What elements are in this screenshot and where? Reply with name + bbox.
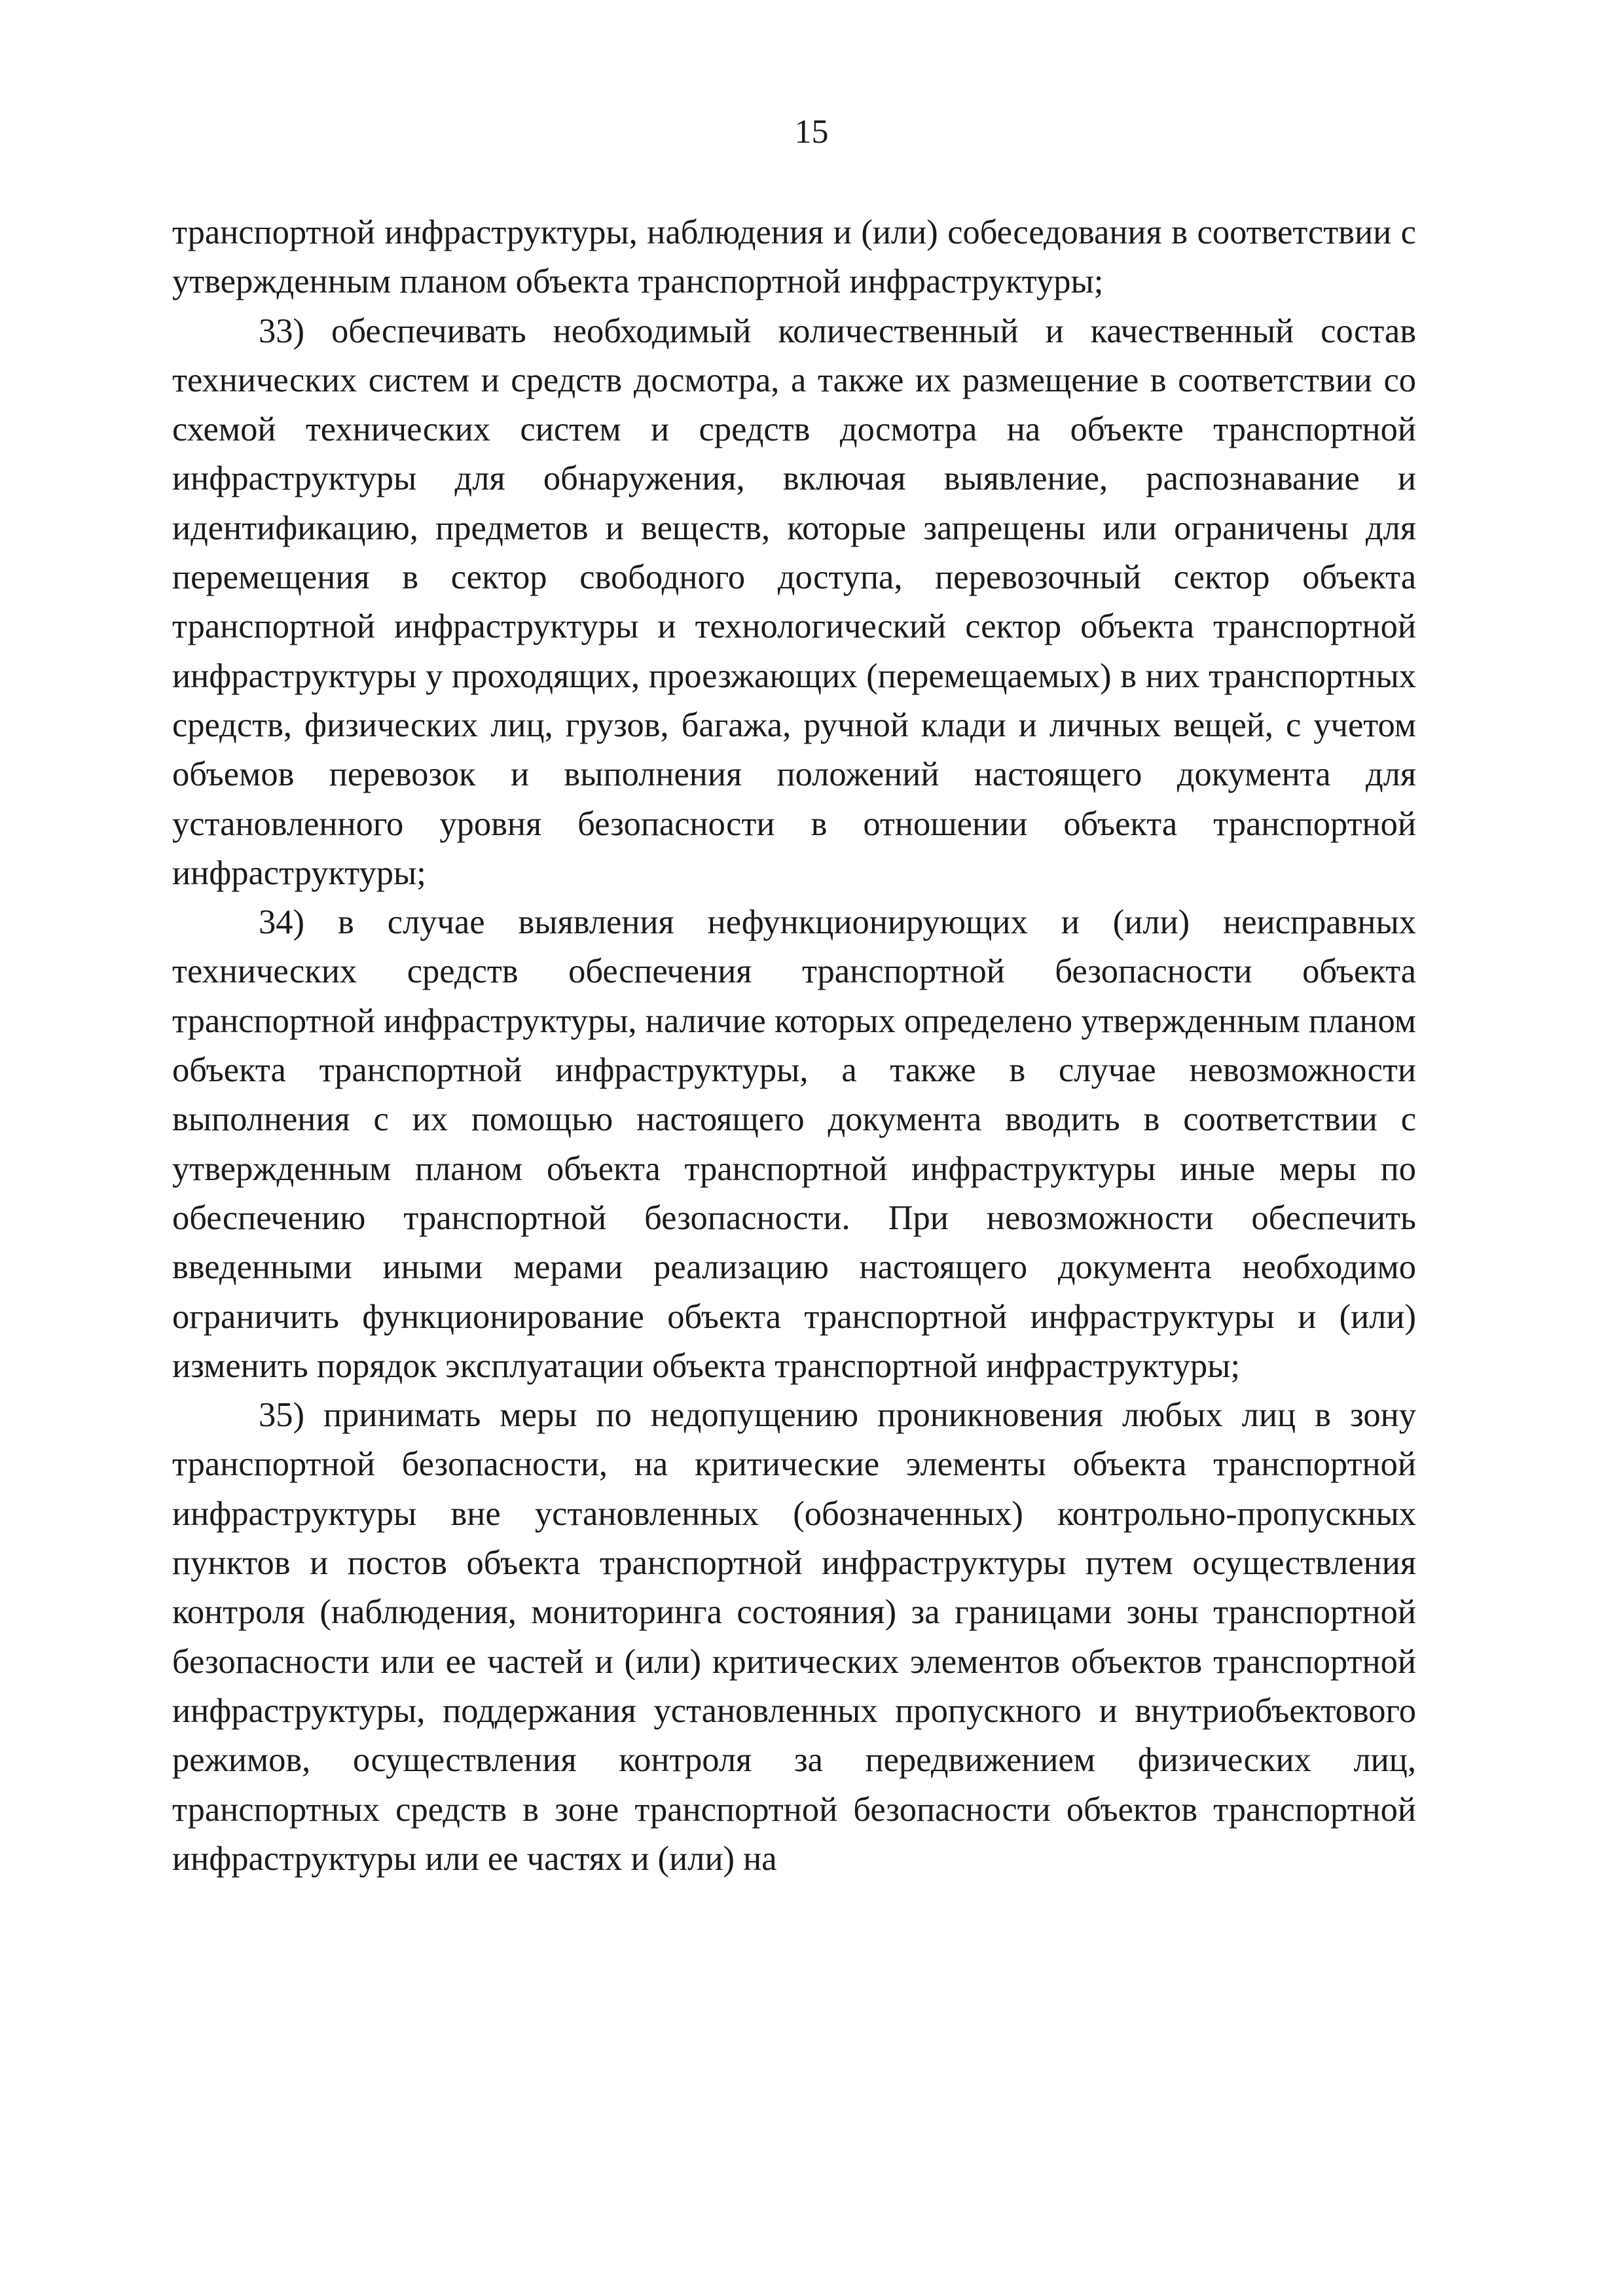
document-body (172, 208, 1416, 1884)
paragraph-continuation: транспортной инфраструктуры, наблюдения и (или) собеседования в соответствии с утвержденным планом объекта транспортной инфраструктуры; (172, 213, 1416, 301)
paragraph-item-34: 34) в случае выявления нефункционирующих и (или) неисправных технических средств обеспечения транспортной безопасности объекта транспортной инфраструктуры, наличие которых определено утвержденным планом объекта транспортной инфраструктуры, а также в случае невозможности выполнения с их помощью настоящего документа вводить в соответствии с утвержденным планом объекта транспортной инфраструктуры иные меры по обеспечению транспортной безопасности. При невозможности обеспечить введенными иными мерами реализацию настоящего документа необходимо ограничить функционирование объекта транспортной инфраструктуры и (или) изменить порядок эксплуатации объекта транспортной инфраструктуры; (172, 903, 1416, 1385)
paragraph-item-35: 35) принимать меры по недопущению проникновения любых лиц в зону транспортной безопасности, на критические элементы объекта транспортной инфраструктуры вне установленных (обозначенных) контрольно-пропускных пунктов и постов объекта транспортной инфраструктуры путем осуществления контроля (наблюдения, мониторинга состояния) за границами зоны транспортной безопасности или ее частей и (или) критических элементов объектов транспортной инфраструктуры, поддержания установленных пропускного и внутриобъектового режимов, осуществления контроля за передвижением физических лиц, транспортных средств в зоне транспортной безопасности объектов транспортной инфраструктуры или ее частях и (или) на (172, 1396, 1416, 1878)
paragraph-item-33: 33) обеспечивать необходимый количественный и качественный состав технических систем и средств досмотра, а также их размещение в соответствии со схемой технических систем и средств досмотра на объекте транспортной инфраструктуры для обнаружения, включая выявление, распознавание и идентификацию, предметов и веществ, которые запрещены или ограничены для перемещения в сектор свободного доступа, перевозочный сектор объекта транспортной инфраструктуры и технологический сектор объекта транспортной инфраструктуры у проходящих, проезжающих (перемещаемых) в них транспортных средств, физических лиц, грузов, багажа, ручной клади и личных вещей, с учетом объемов перевозок и выполнения положений настоящего документа для установленного уровня безопасности в отношении объекта транспортной инфраструктуры; (172, 312, 1416, 892)
page-number: 15 (794, 113, 829, 151)
